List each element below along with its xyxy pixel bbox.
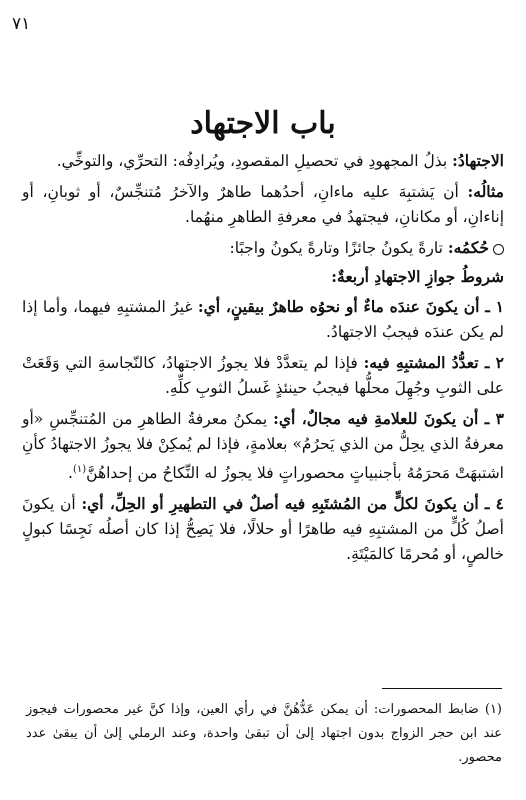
main-text (22, 148, 504, 572)
condition-1 (22, 294, 504, 345)
definition-text: بذلُ المجهودِ في تحصيلِ المقصودِ، ويُرادِفُه: التحرِّي، والتوخِّي. (56, 152, 448, 170)
conditions-heading: شروطُ جوازِ الاجتهادِ أربعةٌ: (331, 267, 504, 286)
example-term: مثالُه: (467, 182, 504, 201)
condition-3-lead: ٣ ـ أن يكونَ للعلامةِ فيه مجالٌ، أي: (273, 409, 504, 428)
condition-1-lead: ١ ـ أن يكونَ عندَه ماءٌ أو نحوُه طاهرٌ بيقينٍ، أي: (197, 297, 504, 316)
condition-3 (22, 406, 504, 486)
condition-2 (22, 350, 504, 401)
footnote-text: ضابط المحصورات: أن يمكن عَدُّهُنَّ في رأي العين، وإذا كنَّ غير محصورات فيجوز عند ابن حجر الزواج بدون اجتهاد إلىٰ أن تبقىٰ واحدة، وعند الرملي إلىٰ أن يبقىٰ عدد محصور. (26, 702, 502, 765)
footnote (26, 698, 502, 770)
example-text: أن يَشتبِهَ عليه ماءانِ، أحدُهما طاهرٌ والآخرُ مُتنجِّسٌ، أو ثوبانِ، أو إناءانِ، أو مكانانِ، فيجتهدُ في معرفةِ الطاهرِ منهُما. (22, 183, 504, 226)
condition-4 (22, 491, 504, 567)
chapter-title: باب الاجتهاد (190, 106, 336, 141)
ruling-term: حُكمُه: (447, 238, 489, 257)
example-paragraph (22, 179, 504, 230)
footnote-number: (١) (484, 702, 502, 717)
definition-term: الاجتهادُ: (452, 151, 504, 170)
page-number: ٧١ (12, 14, 31, 34)
definition-paragraph (22, 148, 504, 174)
circle-bullet-icon (493, 244, 504, 255)
ruling-paragraph (22, 235, 504, 261)
condition-4-lead: ٤ ـ أن يكونَ لكلٍّ من المُشتَبِهِ فيه أصلٌ في التطهيرِ أو الحِلِّ، أي: (81, 494, 504, 514)
condition-4-text: أن يكونَ أصلُ كُلٍّ من المشتبِهِ فيه طاهرًا أو حلالًا، فلا يَصِحُّ إذا كان أصلُه نَجِسًا كبولٍ خالصٍ، أو مُحرمًا كالمَيْتَةِ. (22, 495, 504, 564)
condition-3-end: . (68, 464, 73, 483)
footnote-divider (382, 688, 502, 689)
condition-3-text: يمكنُ معرفةُ الطاهرِ من المُتنجِّسِ «أو معرفةُ الذي يحِلُّ من الذي يَحرُمُ» بعلامةٍ، فإذا لم يُمكِنْ فلا يجوزُ الاجتهادُ كأنِ اشتبهَتْ مَحرَمُهُ بأجنبياتٍ محصوراتٍ فلا يجوزُ له النِّكاحُ من إحداهُنَّ (22, 410, 504, 483)
condition-2-text: فإذا لم يتعدَّدْ فلا يجوزُ الاجتهادُ، كالنّجاسةِ التي وَقَعَتْ على الثوبِ وجُهِلَ محلُّها فيجبُ حينئذٍ غَسلُ الثوبِ كلِّهِ. (22, 354, 504, 397)
condition-2-lead: ٢ ـ تعدُّدُ المشتبِهِ فيه: (363, 353, 504, 372)
footnote-reference[interactable]: (١) (72, 464, 87, 475)
ruling-text: تارةً يكونُ جائزًا وتارةً يكونُ واجبًا: (229, 239, 443, 257)
condition-1-text: غيرُ المشتبِهِ فيهما، وأما إذا لم يكن عندَه فيجبُ الاجتهادُ. (22, 298, 504, 341)
